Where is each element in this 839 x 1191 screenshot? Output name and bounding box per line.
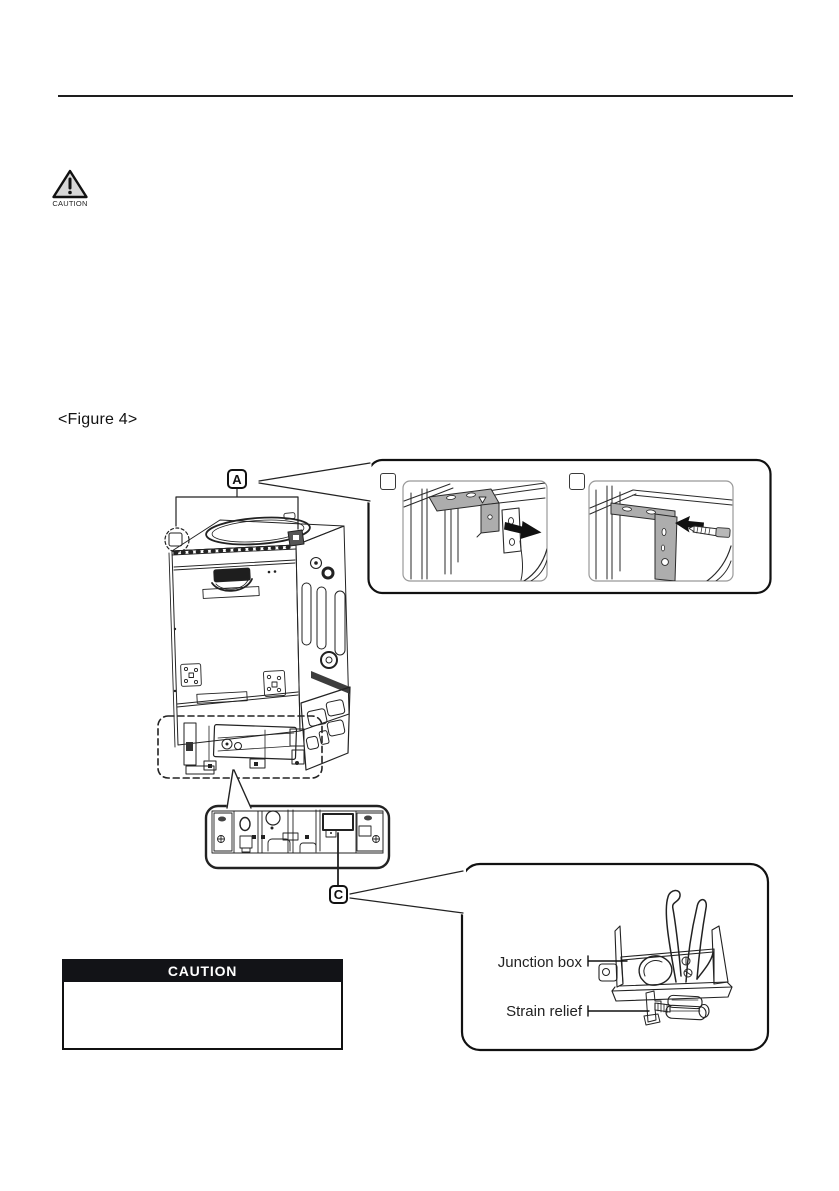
caution-icon-label: CAUTION (52, 199, 88, 208)
base-bottom-view (206, 806, 389, 886)
base-pointer (226, 770, 252, 809)
caution-note-title: CAUTION (62, 959, 343, 982)
junction-box-label: Junction box (497, 954, 582, 971)
caution-note-body (62, 982, 343, 1050)
callout-a-label: A (227, 469, 247, 489)
dishwasher-illustration (158, 512, 350, 778)
callout-c-label: C (329, 885, 348, 904)
strain-relief-label: Strain relief (506, 1003, 582, 1020)
step-number-box-2 (569, 473, 585, 490)
figure-caption: <Figure 4> (58, 411, 138, 428)
step-number-box-1 (380, 473, 396, 490)
caution-note-box (62, 959, 343, 1050)
